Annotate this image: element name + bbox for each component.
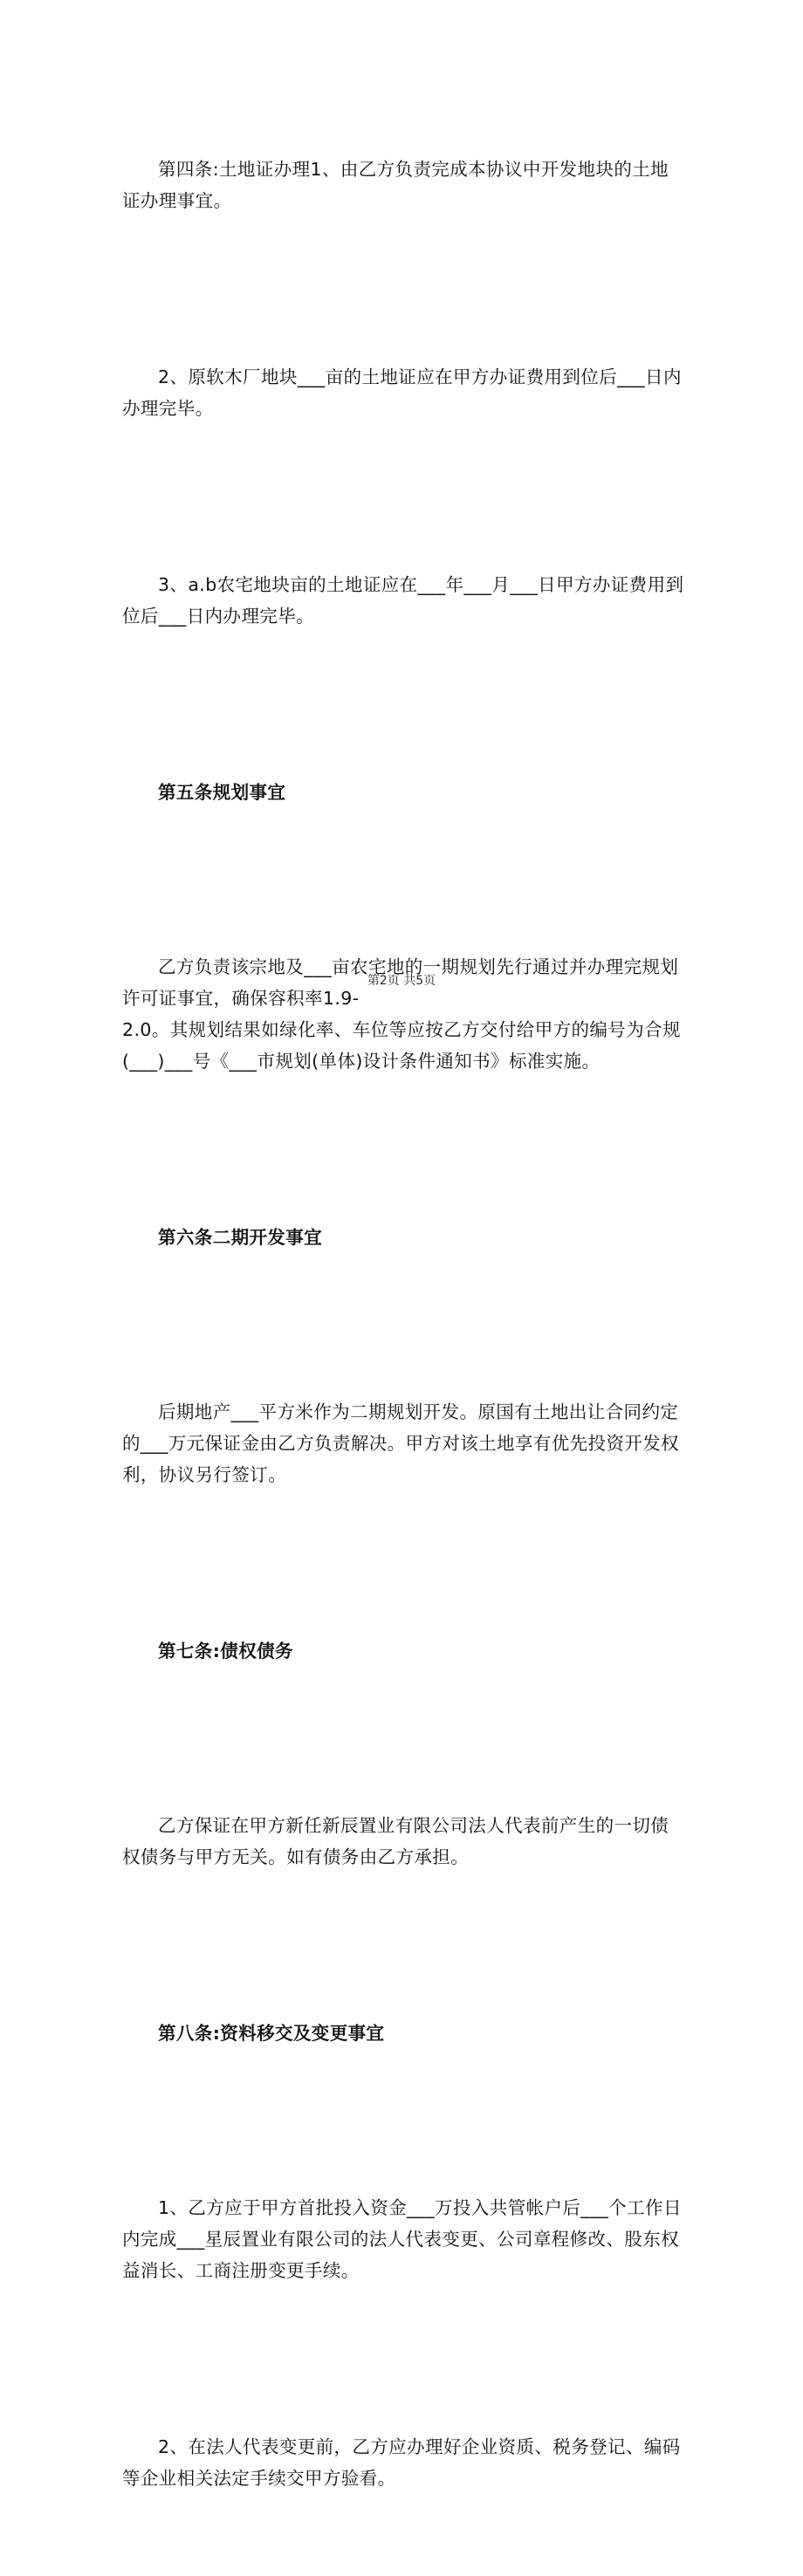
text-line: 乙方负责该宗地及___亩农宅地的一期规划先行通过并办理完规划 — [158, 956, 679, 977]
text-line: 办理完毕。 — [122, 398, 214, 419]
text-line: 后期地产___平方米作为二期规划开发。原国有土地出让合同约定 — [158, 1401, 679, 1422]
text-line: 利，协议另行签订。 — [122, 1464, 287, 1485]
heading-text: 第五条规划事宜 — [158, 782, 286, 803]
article-8-heading — [122, 1955, 690, 2112]
text-line: 权债务与甲方无关。如有债务由乙方承担。 — [122, 1846, 470, 1867]
article-5-heading — [122, 714, 690, 871]
text-line: (___)___号《___市规划(单体)设计条件通知书》标准实施。 — [122, 1051, 601, 1072]
text-line: 益消长、工商注册变更手续。 — [122, 2260, 360, 2281]
text-line: 乙方保证在甲方新任新辰置业有限公司法人代表前产生的一切债 — [158, 1815, 669, 1836]
article-7-paragraph — [122, 1747, 690, 1935]
article-7-heading — [122, 1572, 690, 1730]
text-line: 许可证事宜，确保容积率1.9- — [122, 988, 360, 1009]
text-line: 2.0。其规划结果如绿化率、车位等应按乙方交付给甲方的编号为合规 — [122, 1019, 681, 1040]
article-6-heading — [122, 1159, 690, 1316]
heading-text: 第七条:债权债务 — [158, 1641, 293, 1661]
text-line: 位后___日内办理完毕。 — [122, 606, 315, 627]
text-line: 第四条:土地证办理1、由乙方负责完成本协议中开发地块的土地 — [158, 159, 669, 180]
heading-text: 第六条二期开发事宜 — [158, 1227, 323, 1248]
page-number-footer: 第2页 共5页 — [367, 974, 436, 988]
article-8-item-1 — [122, 2129, 690, 2349]
article-6-paragraph — [122, 1333, 690, 1553]
text-line: 的___万元保证金由乙方负责解决。甲方对该土地享有优先投资开发权 — [122, 1433, 680, 1454]
article-5-paragraph — [122, 888, 690, 1140]
text-line: 1、乙方应于甲方首批投入资金___万投入共管帐户后___个工作日 — [158, 2197, 682, 2218]
heading-text: 第八条:资料移交及变更事宜 — [158, 2023, 385, 2044]
text-line: 2、原软木厂地块___亩的土地证应在甲方办证费用到位后___日内 — [158, 367, 682, 387]
text-line: 3、a.b农宅地块亩的土地证应在___年___月___日甲方办证费用到 — [158, 574, 684, 595]
text-line: 证办理事宜。 — [122, 190, 232, 211]
document-body — [122, 91, 690, 2576]
text-line: 内完成___星辰置业有限公司的法人代表变更、公司章程修改、股东权 — [122, 2229, 680, 2250]
article-4-item-2 — [122, 298, 690, 487]
article-8-item-2 — [122, 2368, 690, 2557]
article-4-item-3 — [122, 506, 690, 695]
text-line: 等企业相关法定手续交甲方验看。 — [122, 2468, 396, 2489]
article-4-paragraph — [122, 91, 690, 279]
text-line: 2、在法人代表变更前，乙方应办理好企业资质、税务登记、编码 — [158, 2436, 681, 2457]
